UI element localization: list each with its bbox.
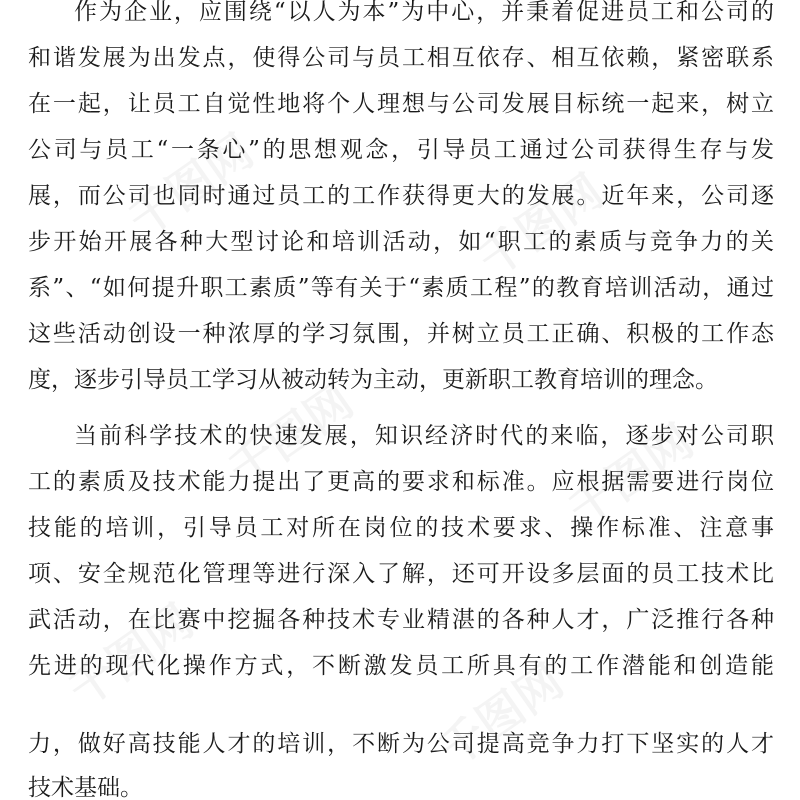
paragraph-1-line-2: 和谐发展为出发点，使得公司与员工相互依存、相互依赖，紧密联系 xyxy=(28,45,774,71)
paragraph-1-line-7: 系”、“如何提升职工素质”等有关于“素质工程”的教育培训活动，通过 xyxy=(28,275,774,301)
paragraph-2-line-6: 先进的现代化操作方式，不断激发员工所具有的工作潜能和创造能 xyxy=(28,653,774,679)
paragraph-1-line-5: 展，而公司也同时通过员工的工作获得更大的发展。近年来，公司逐 xyxy=(28,183,774,209)
paragraph-2-line-8: 技术基础。 xyxy=(28,775,143,800)
paragraph-2-line-3: 技能的培训，引导员工对所在岗位的技术要求、操作标准、注意事 xyxy=(28,515,774,541)
paragraph-1-line-3: 在一起，让员工自觉性地将个人理想与公司发展目标统一起来，树立 xyxy=(28,91,774,117)
paragraph-2-line-1: 当前科学技术的快速发展，知识经济时代的来临，逐步对公司职 xyxy=(74,423,774,449)
paragraph-1-line-8: 这些活动创设一种浓厚的学习氛围，并树立员工正确、积极的工作态 xyxy=(28,321,774,347)
paragraph-1-line-6: 步开始开展各种大型讨论和培训活动，如“职工的素质与竞争力的关 xyxy=(28,229,774,255)
paragraph-1-line-1: 作为企业，应围绕“以人为本”为中心，并秉着促进员工和公司的 xyxy=(74,0,774,25)
paragraph-2-line-5: 武活动，在比赛中挖掘各种技术专业精湛的各种人才，广泛推行各种 xyxy=(28,607,774,633)
paragraph-2-line-4: 项、安全规范化管理等进行深入了解，还可开设多层面的员工技术比 xyxy=(28,561,774,587)
watermark: 千图网 xyxy=(428,653,573,778)
watermark: 千图网 xyxy=(468,163,613,288)
watermark: 千图网 xyxy=(118,123,263,248)
paragraph-1-line-9: 度，逐步引导员工学习从被动转为主动，更新职工教育培训的理念。 xyxy=(28,367,718,393)
watermark: 千图网 xyxy=(218,373,363,498)
paragraph-1-line-4: 公司与员工“一条心”的思想观念，引导员工通过公司获得生存与发 xyxy=(28,137,774,163)
watermark: 千图网 xyxy=(558,413,703,538)
paragraph-2-line-2: 工的素质及技术能力提出了更高的要求和标准。应根据需要进行岗位 xyxy=(28,469,774,495)
watermark: 千图网 xyxy=(58,593,203,718)
paragraph-2-line-7: 力，做好高技能人才的培训，不断为公司提高竞争力打下坚实的人才 xyxy=(28,731,774,757)
